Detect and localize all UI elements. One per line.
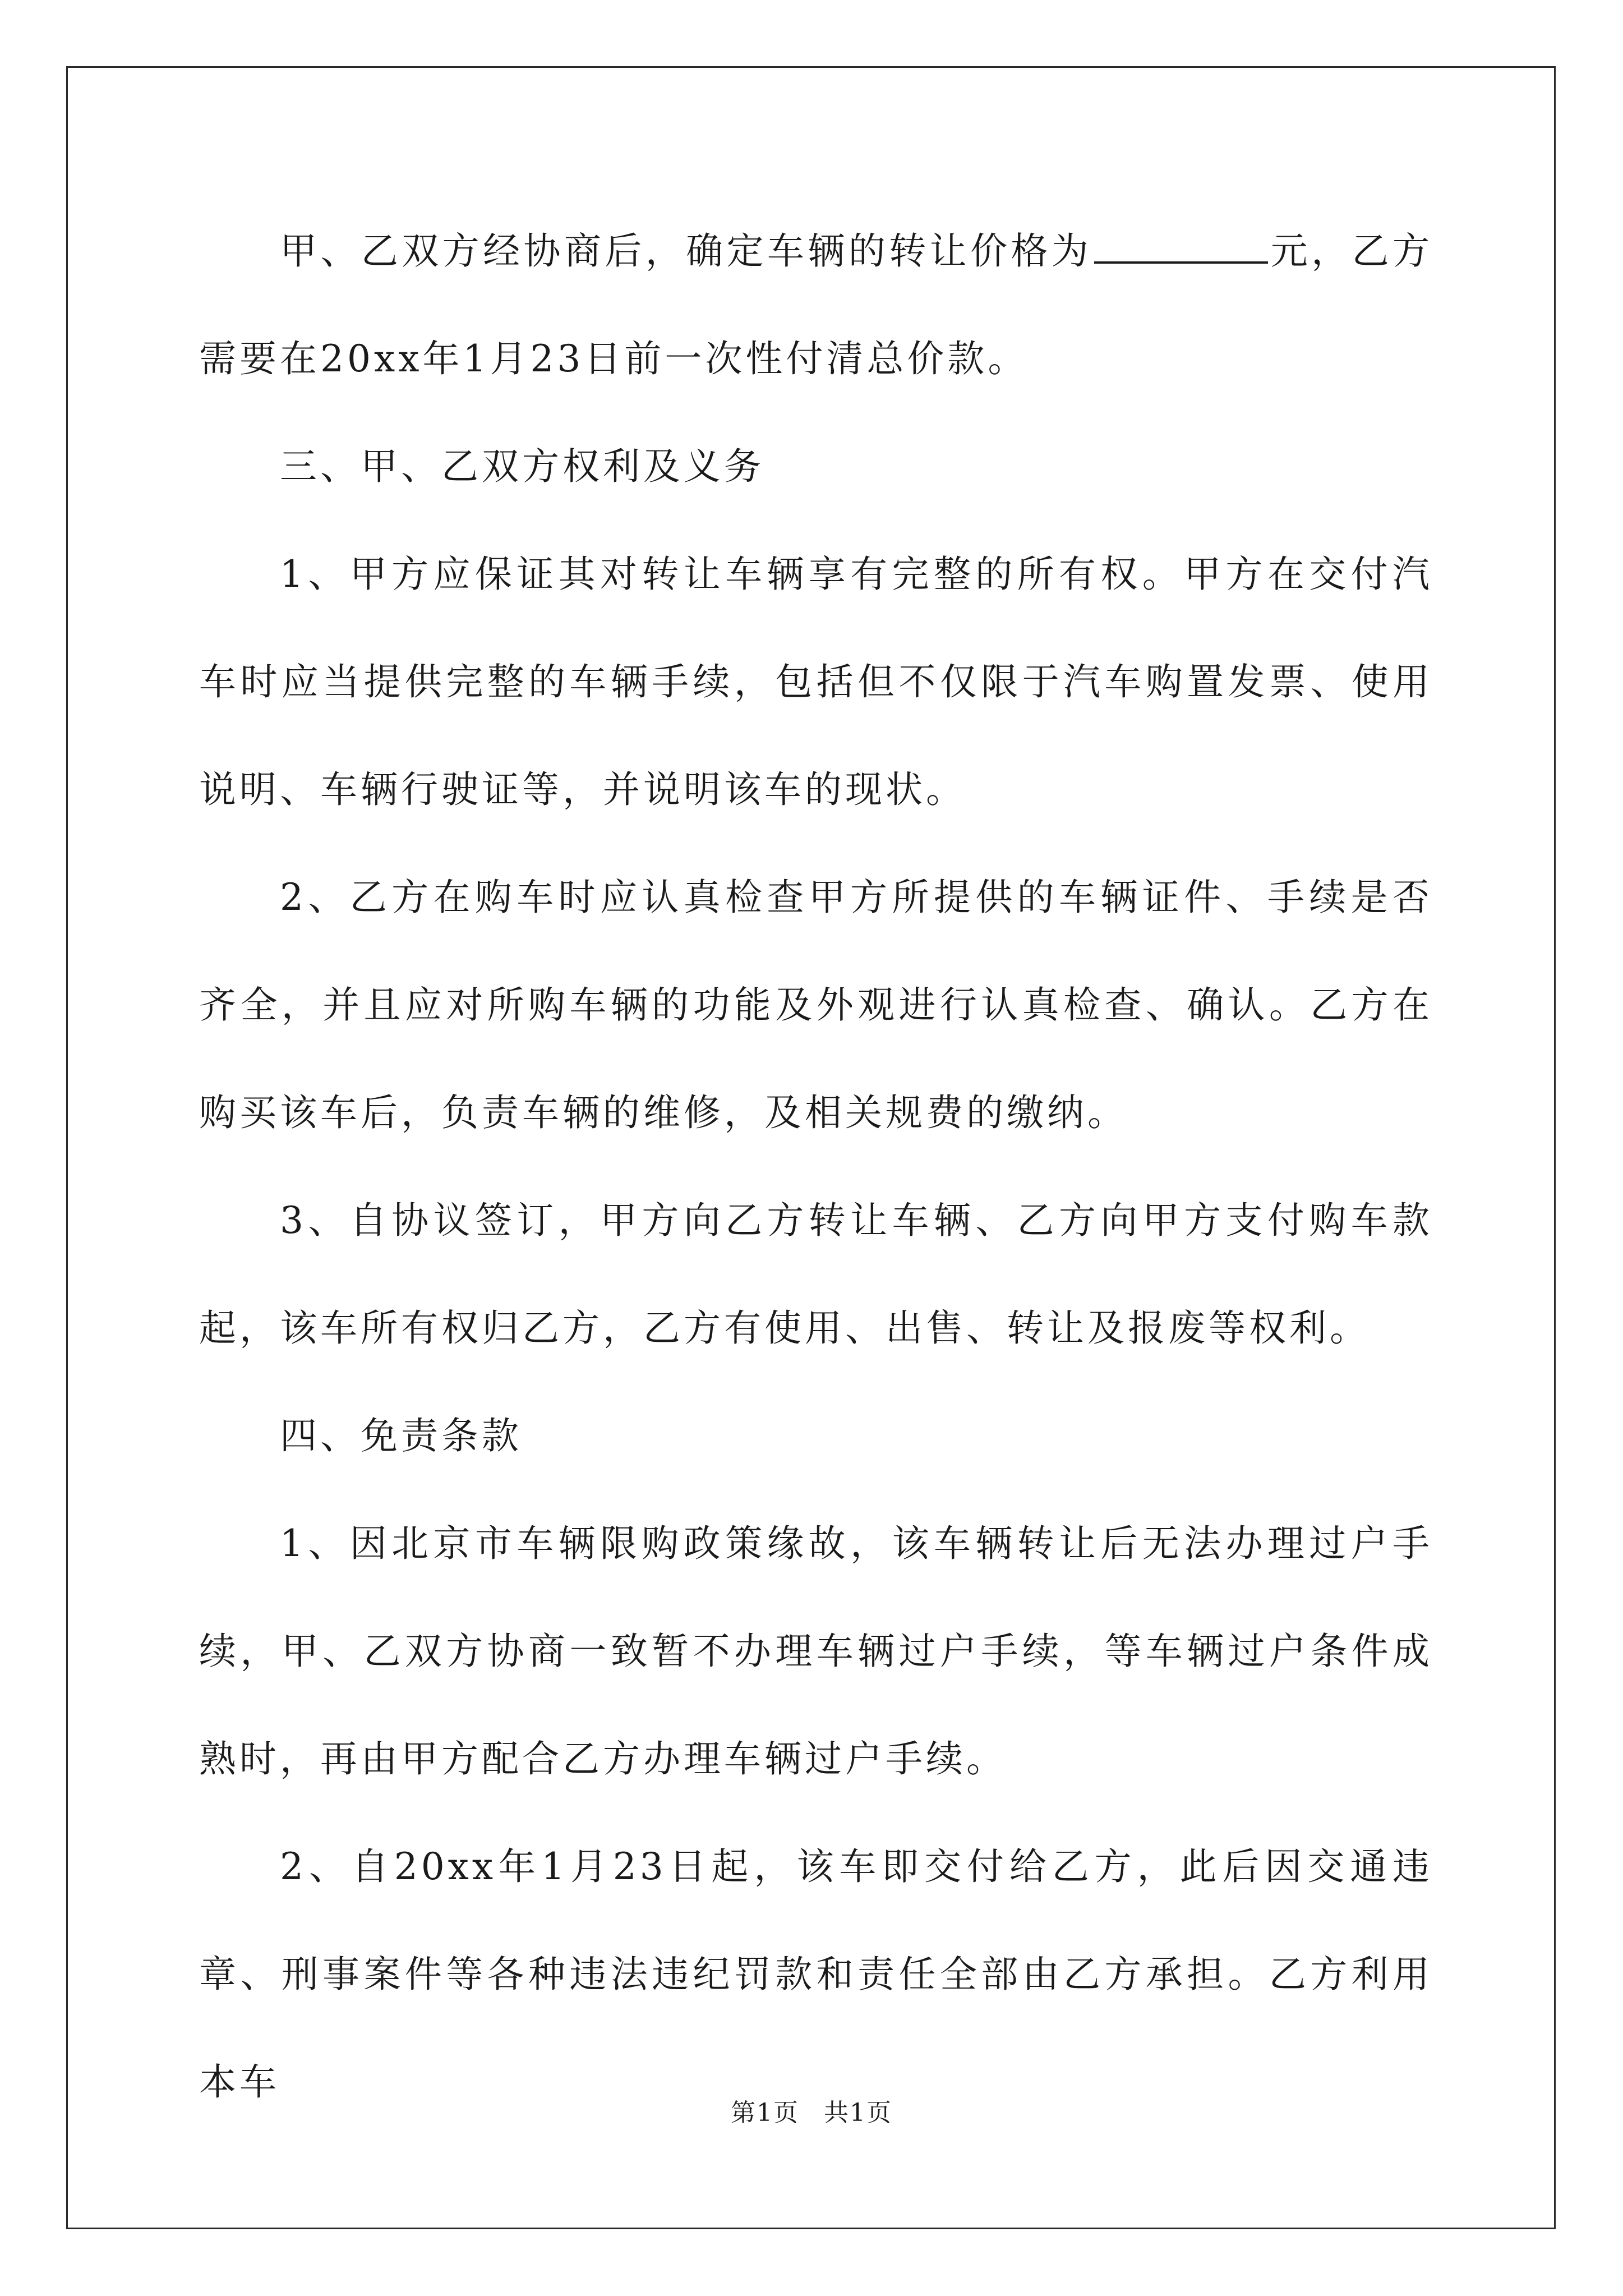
page-number-total: 共1页: [824, 2099, 892, 2127]
paragraph-price: [199, 197, 1433, 413]
section-heading-disclaimer: 四、免责条款: [280, 1414, 522, 1457]
page-footer: [0, 2092, 1623, 2128]
paragraph-disclaimer-1: 1、因北京市车辆限购政策缘故，该车辆转让后无法办理过户手续，甲、乙双方协商一致暂不办理车辆过户手续，等车辆过户条件成熟时，再由甲方配合乙方办理车辆过户手续。: [199, 1522, 1433, 1780]
price-text-after: 元，乙方需要在20xx年1月23日前一次性付清总价款。: [199, 229, 1433, 380]
price-blank-field[interactable]: [1094, 228, 1268, 264]
paragraph-rights-1: 1、甲方应保证其对转让车辆享有完整的所有权。甲方在交付汽车时应当提供完整的车辆手续，包括但不仅限于汽车购置发票、使用说明、车辆行驶证等，并说明该车的现状。: [199, 553, 1433, 811]
page-number-current: 第1页: [731, 2099, 799, 2127]
paragraph-disclaimer-2: 2、自20xx年1月23日起，该车即交付给乙方，此后因交通违章、刑事案件等各种违法违纪罚款和责任全部由乙方承担。乙方利用本车: [199, 1845, 1433, 2104]
paragraph-rights-2: 2、乙方在购车时应认真检查甲方所提供的车辆证件、手续是否齐全，并且应对所购车辆的功能及外观进行认真检查、确认。乙方在购买该车后，负责车辆的维修，及相关规费的缴纳。: [199, 876, 1433, 1134]
price-text-before: 甲、乙双方经协商后，确定车辆的转让价格为: [280, 229, 1092, 273]
section-heading-rights: 三、甲、乙双方权利及义务: [280, 445, 764, 488]
paragraph-rights-3: 3、自协议签订，甲方向乙方转让车辆、乙方向甲方支付购车款起，该车所有权归乙方，乙方有使用、出售、转让及报废等权利。: [199, 1199, 1433, 1350]
document-body: [199, 197, 1433, 2136]
